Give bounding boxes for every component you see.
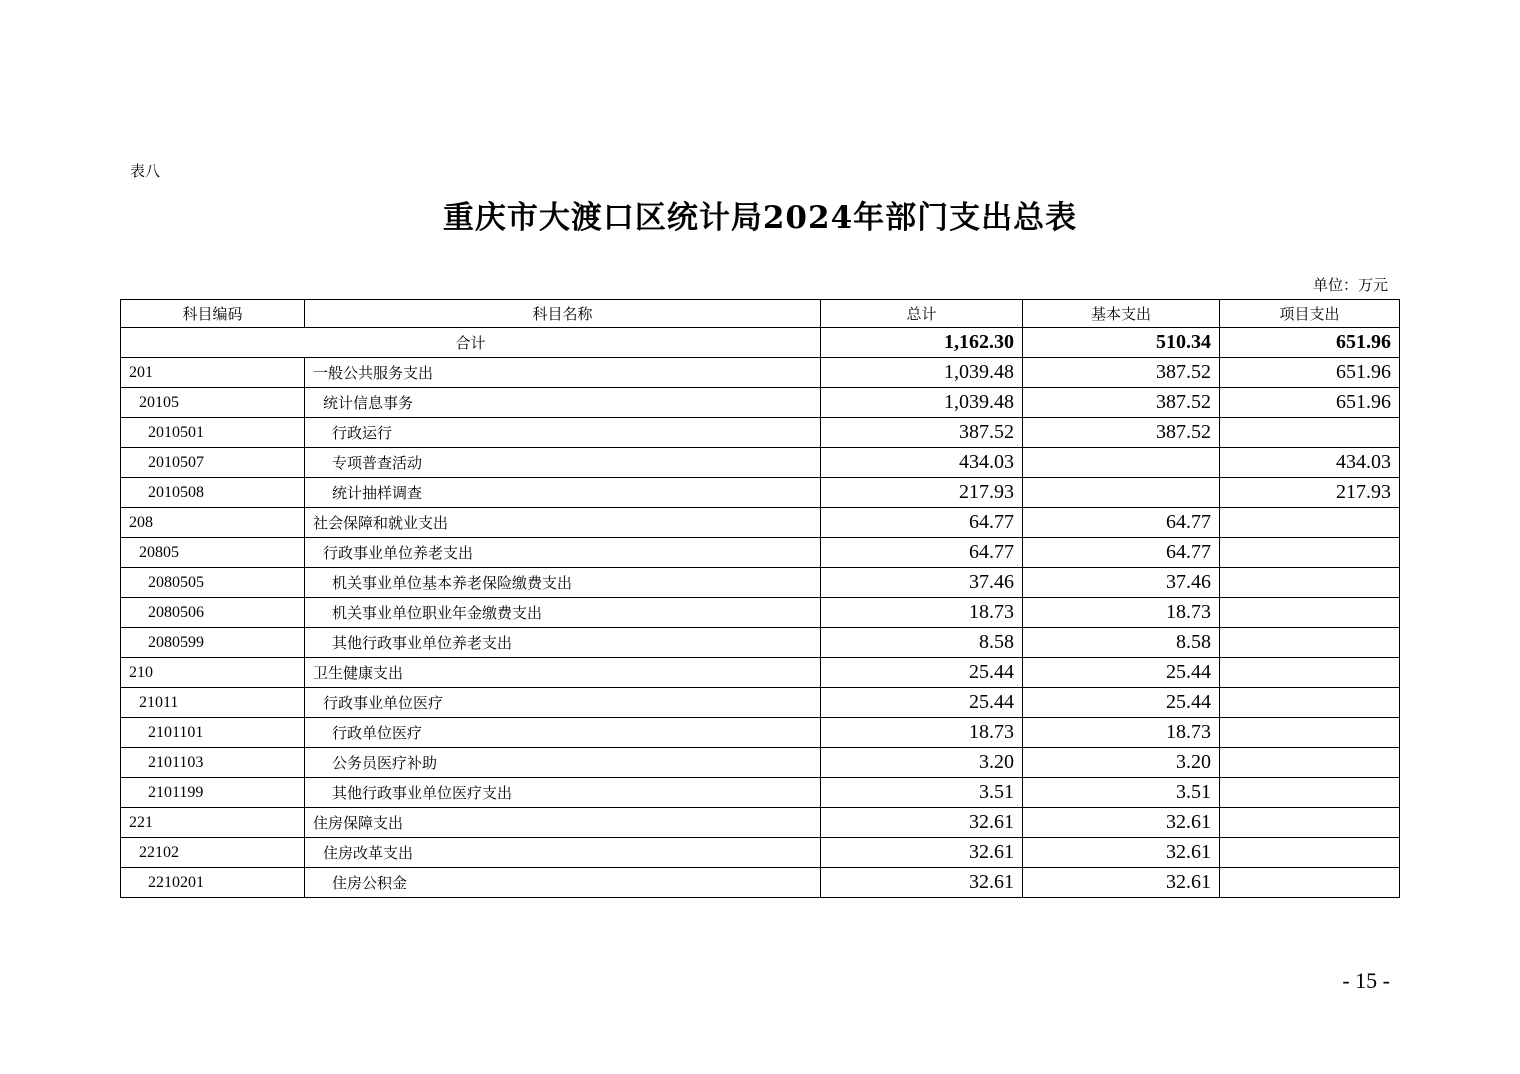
header-total: 总计 [821, 300, 1023, 328]
project-cell: 651.96 [1220, 388, 1400, 418]
code-cell: 221 [121, 808, 305, 838]
total-cell: 32.61 [821, 808, 1023, 838]
table-row [121, 628, 1400, 658]
total-cell: 1,039.48 [821, 358, 1023, 388]
code-cell: 2010508 [121, 478, 305, 508]
total-cell: 3.20 [821, 748, 1023, 778]
table-row [121, 688, 1400, 718]
table-row [121, 718, 1400, 748]
project-cell [1220, 778, 1400, 808]
table-row [121, 778, 1400, 808]
total-cell: 25.44 [821, 688, 1023, 718]
name-cell: 行政单位医疗 [305, 718, 821, 748]
code-cell: 2210201 [121, 868, 305, 898]
name-cell: 行政事业单位养老支出 [305, 538, 821, 568]
code-cell: 21011 [121, 688, 305, 718]
name-cell: 机关事业单位基本养老保险缴费支出 [305, 568, 821, 598]
table-row [121, 598, 1400, 628]
total-cell: 217.93 [821, 478, 1023, 508]
header-project: 项目支出 [1220, 300, 1400, 328]
code-cell: 208 [121, 508, 305, 538]
code-cell: 210 [121, 658, 305, 688]
total-sum-cell: 1,162.30 [821, 328, 1023, 358]
project-cell [1220, 748, 1400, 778]
basic-cell: 64.77 [1023, 508, 1220, 538]
basic-cell: 18.73 [1023, 598, 1220, 628]
project-cell [1220, 718, 1400, 748]
project-cell [1220, 508, 1400, 538]
project-cell [1220, 688, 1400, 718]
name-cell: 住房改革支出 [305, 838, 821, 868]
name-cell: 其他行政事业单位养老支出 [305, 628, 821, 658]
table-row [121, 478, 1400, 508]
code-cell: 20805 [121, 538, 305, 568]
name-cell: 专项普查活动 [305, 448, 821, 478]
basic-cell [1023, 448, 1220, 478]
total-cell: 1,039.48 [821, 388, 1023, 418]
basic-cell: 25.44 [1023, 688, 1220, 718]
code-cell: 2080506 [121, 598, 305, 628]
project-cell [1220, 658, 1400, 688]
code-cell: 201 [121, 358, 305, 388]
unit-label: 单位：万元 [1312, 276, 1388, 294]
page-number: - 15 - [1342, 968, 1390, 993]
project-cell [1220, 568, 1400, 598]
project-cell [1220, 838, 1400, 868]
project-cell: 651.96 [1220, 358, 1400, 388]
table-row [121, 568, 1400, 598]
basic-cell: 32.61 [1023, 808, 1220, 838]
table-row [121, 748, 1400, 778]
code-cell: 2101103 [121, 748, 305, 778]
table-row [121, 808, 1400, 838]
header-name: 科目名称 [305, 300, 821, 328]
total-cell: 37.46 [821, 568, 1023, 598]
name-cell: 行政运行 [305, 418, 821, 448]
basic-cell: 3.51 [1023, 778, 1220, 808]
total-project-cell: 651.96 [1220, 328, 1400, 358]
total-cell: 18.73 [821, 718, 1023, 748]
table-header-row [121, 300, 1400, 328]
name-cell: 公务员医疗补助 [305, 748, 821, 778]
code-cell: 22102 [121, 838, 305, 868]
total-cell: 434.03 [821, 448, 1023, 478]
document-title: 重庆市大渡口区统计局2024年部门支出总表 [442, 200, 1078, 236]
project-cell [1220, 868, 1400, 898]
expenditure-table [120, 299, 1400, 898]
code-cell: 2080599 [121, 628, 305, 658]
project-cell [1220, 538, 1400, 568]
table-row [121, 868, 1400, 898]
table-row [121, 838, 1400, 868]
name-cell: 统计信息事务 [305, 388, 821, 418]
code-cell: 2080505 [121, 568, 305, 598]
name-cell: 社会保障和就业支出 [305, 508, 821, 538]
basic-cell: 37.46 [1023, 568, 1220, 598]
name-cell: 住房保障支出 [305, 808, 821, 838]
total-row [121, 328, 1400, 358]
table-row [121, 358, 1400, 388]
code-cell: 20105 [121, 388, 305, 418]
table-row [121, 508, 1400, 538]
header-code: 科目编码 [121, 300, 305, 328]
name-cell: 一般公共服务支出 [305, 358, 821, 388]
total-cell: 387.52 [821, 418, 1023, 448]
total-cell: 32.61 [821, 838, 1023, 868]
basic-cell: 8.58 [1023, 628, 1220, 658]
code-cell: 2010507 [121, 448, 305, 478]
project-cell: 217.93 [1220, 478, 1400, 508]
basic-cell: 387.52 [1023, 418, 1220, 448]
project-cell [1220, 598, 1400, 628]
basic-cell: 64.77 [1023, 538, 1220, 568]
total-cell: 8.58 [821, 628, 1023, 658]
table-row [121, 448, 1400, 478]
total-cell: 3.51 [821, 778, 1023, 808]
table-number-label: 表八 [130, 162, 161, 180]
total-cell: 64.77 [821, 508, 1023, 538]
total-cell: 25.44 [821, 658, 1023, 688]
name-cell: 卫生健康支出 [305, 658, 821, 688]
project-cell [1220, 418, 1400, 448]
name-cell: 住房公积金 [305, 868, 821, 898]
basic-cell: 32.61 [1023, 838, 1220, 868]
total-label: 合计 [121, 328, 821, 358]
basic-cell: 387.52 [1023, 388, 1220, 418]
total-cell: 18.73 [821, 598, 1023, 628]
name-cell: 其他行政事业单位医疗支出 [305, 778, 821, 808]
table-row [121, 658, 1400, 688]
header-basic: 基本支出 [1023, 300, 1220, 328]
basic-cell [1023, 478, 1220, 508]
project-cell [1220, 808, 1400, 838]
basic-cell: 32.61 [1023, 868, 1220, 898]
basic-cell: 387.52 [1023, 358, 1220, 388]
basic-cell: 3.20 [1023, 748, 1220, 778]
basic-cell: 25.44 [1023, 658, 1220, 688]
total-basic-cell: 510.34 [1023, 328, 1220, 358]
project-cell [1220, 628, 1400, 658]
name-cell: 统计抽样调查 [305, 478, 821, 508]
total-cell: 64.77 [821, 538, 1023, 568]
code-cell: 2101199 [121, 778, 305, 808]
basic-cell: 18.73 [1023, 718, 1220, 748]
name-cell: 行政事业单位医疗 [305, 688, 821, 718]
total-cell: 32.61 [821, 868, 1023, 898]
table-row [121, 418, 1400, 448]
table-row [121, 538, 1400, 568]
code-cell: 2010501 [121, 418, 305, 448]
code-cell: 2101101 [121, 718, 305, 748]
project-cell: 434.03 [1220, 448, 1400, 478]
table-row [121, 388, 1400, 418]
name-cell: 机关事业单位职业年金缴费支出 [305, 598, 821, 628]
